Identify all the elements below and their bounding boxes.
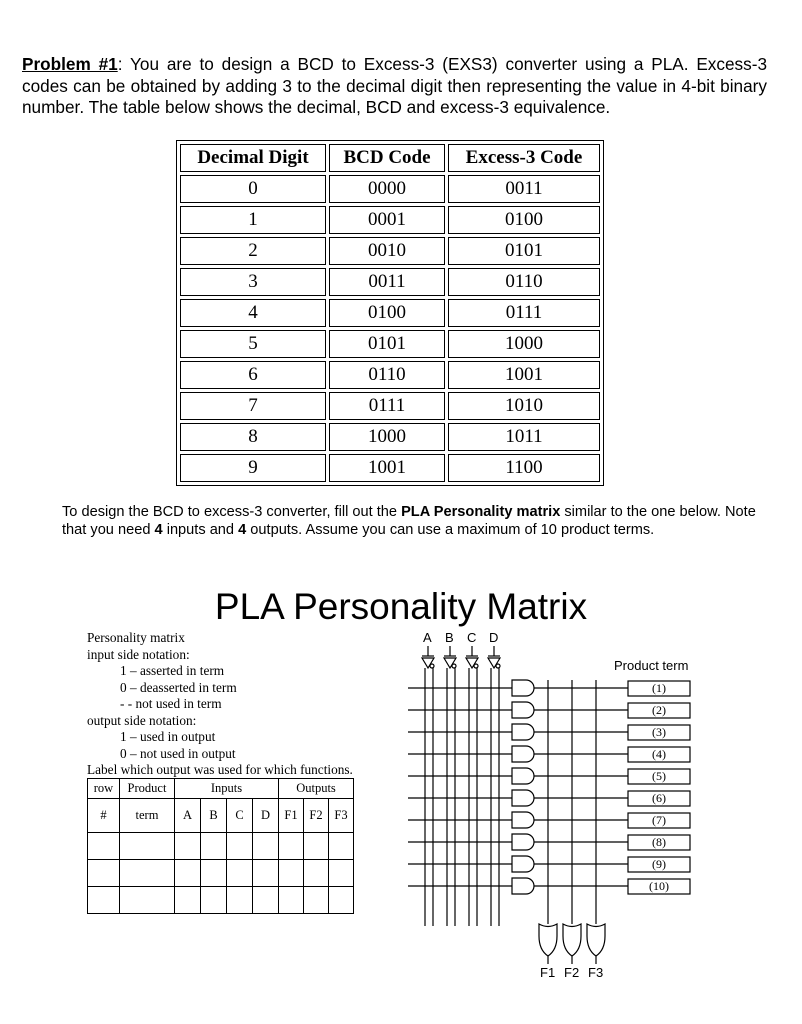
col-input-d: D [253, 799, 279, 833]
table-row [180, 423, 600, 451]
input-notation-heading: input side notation: [87, 646, 190, 662]
cell-decimal-digit: 4 [180, 299, 326, 327]
inverter-bubble-icon [474, 664, 478, 668]
pla-title: PLA Personality Matrix [214, 586, 588, 627]
and-gate-icon [512, 746, 534, 762]
cell-decimal-digit: 9 [180, 454, 326, 482]
problem-text: : You are to design a BCD to Excess-3 (EXS3) converter using a PLA. Excess-3 codes can be obtained by adding 3 to the decimal digit then representing the value in 4-bit binary number. The table below shows the decimal, BCD and excess-3 equivalence. [22, 54, 767, 117]
cell-excess3-code: 1000 [448, 330, 600, 358]
cell-decimal-digit: 6 [180, 361, 326, 389]
output-label: F1 [540, 965, 556, 980]
and-gate-icon [512, 724, 534, 740]
input-label: B [445, 630, 454, 645]
problem-statement [22, 54, 767, 119]
table-row [180, 361, 600, 389]
col-product: Product [120, 779, 175, 799]
problem-label: Problem #1 [22, 54, 118, 74]
input-notation-item: 1 – asserted in term [120, 663, 225, 678]
cell-decimal-digit: 2 [180, 237, 326, 265]
inverter-bubble-icon [452, 664, 456, 668]
cell-bcd-code: 1000 [329, 423, 445, 451]
design-text-4: outputs. Assume you can use a maximum of 10 product terms. [246, 521, 655, 538]
table-row [180, 330, 600, 358]
col-output-f2: F2 [304, 799, 329, 833]
cell-excess3-code: 0101 [448, 237, 600, 265]
input-notation-item: - - not used in term [120, 696, 222, 711]
design-bold-2: 4 [154, 521, 163, 538]
table-row [180, 299, 600, 327]
table-row [180, 392, 600, 420]
col-inputs: Inputs [175, 779, 279, 799]
cell-decimal-digit: 5 [180, 330, 326, 358]
and-gate-icon [512, 702, 534, 718]
table-row [180, 268, 600, 296]
product-term-label: Product term [614, 658, 689, 673]
output-label: F2 [564, 965, 580, 980]
design-text-1: To design the BCD to excess-3 converter, fill out the [62, 504, 402, 520]
col-input-b: B [201, 799, 227, 833]
table-header-row [180, 144, 600, 172]
design-text-2: similar to the one below. Note that you need [62, 504, 756, 538]
cell-decimal-digit: 1 [180, 206, 326, 234]
label-instruction: Label which output was used for which functions. [87, 762, 353, 777]
cell-bcd-code: 0100 [329, 299, 445, 327]
table-row [180, 454, 600, 482]
personality-matrix-table [87, 778, 354, 914]
output-notation-item: 1 – used in output [120, 729, 216, 744]
col-row: row [88, 779, 120, 799]
table-row [180, 175, 600, 203]
cell-bcd-code: 1001 [329, 454, 445, 482]
cell-bcd-code: 0000 [329, 175, 445, 203]
matrix-empty-row [88, 887, 354, 914]
bcd-excess3-table [176, 140, 604, 486]
header-excess3-code: Excess-3 Code [448, 144, 600, 172]
and-gate-icon [512, 856, 534, 872]
input-notation-item: 0 – deasserted in term [120, 679, 237, 695]
input-label: A [423, 630, 432, 645]
product-term-number: (6) [652, 791, 666, 805]
cell-excess3-code: 0011 [448, 175, 600, 203]
header-decimal-digit: Decimal Digit [180, 144, 326, 172]
cell-excess3-code: 1011 [448, 423, 600, 451]
and-gate-icon [512, 790, 534, 806]
cell-excess3-code: 1001 [448, 361, 600, 389]
matrix-header-row [88, 779, 354, 799]
col-hash: # [88, 799, 120, 833]
cell-excess3-code: 0100 [448, 206, 600, 234]
table-row [180, 237, 600, 265]
input-label: D [489, 630, 499, 645]
and-gate-icon [512, 878, 534, 894]
table-row [180, 206, 600, 234]
cell-decimal-digit: 8 [180, 423, 326, 451]
col-output-f1: F1 [279, 799, 304, 833]
product-term-number: (2) [652, 703, 666, 717]
product-term-number: (9) [652, 857, 666, 871]
and-gate-icon [512, 834, 534, 850]
inverter-bubble-icon [430, 664, 434, 668]
design-bold-3: 4 [238, 521, 247, 538]
and-gate-icon [512, 812, 534, 828]
cell-bcd-code: 0010 [329, 237, 445, 265]
notation-notes [87, 630, 353, 779]
output-label: F3 [588, 965, 604, 980]
cell-bcd-code: 0011 [329, 268, 445, 296]
product-term-number: (1) [652, 681, 666, 695]
notes-heading: Personality matrix [87, 630, 185, 645]
input-label: C [467, 630, 477, 645]
col-output-f3: F3 [329, 799, 354, 833]
output-notation-heading: output side notation: [87, 712, 197, 728]
product-term-number: (4) [652, 747, 666, 761]
or-gate-icon [587, 924, 605, 956]
output-notation-item: 0 – not used in output [120, 745, 236, 761]
cell-bcd-code: 0101 [329, 330, 445, 358]
header-bcd-code: BCD Code [329, 144, 445, 172]
cell-excess3-code: 0110 [448, 268, 600, 296]
cell-excess3-code: 0111 [448, 299, 600, 327]
and-gate-icon [512, 768, 534, 784]
design-instructions [62, 504, 762, 539]
cell-decimal-digit: 7 [180, 392, 326, 420]
col-outputs: Outputs [279, 779, 354, 799]
product-term-number: (8) [652, 835, 666, 849]
product-term-number: (7) [652, 813, 666, 827]
product-term-number: (10) [649, 879, 669, 893]
matrix-empty-row [88, 833, 354, 860]
or-gate-icon [563, 924, 581, 956]
inverter-bubble-icon [496, 664, 500, 668]
design-bold-1: PLA Personality matrix [401, 504, 561, 520]
cell-bcd-code: 0111 [329, 392, 445, 420]
col-input-a: A [175, 799, 201, 833]
pla-circuit-diagram [400, 628, 710, 984]
matrix-subheader-row [88, 799, 354, 833]
or-gate-icon [539, 924, 557, 956]
cell-excess3-code: 1100 [448, 454, 600, 482]
product-term-number: (3) [652, 725, 666, 739]
matrix-empty-row [88, 860, 354, 887]
product-term-number: (5) [652, 769, 666, 783]
design-text-3: inputs and [162, 521, 239, 538]
cell-bcd-code: 0001 [329, 206, 445, 234]
col-term: term [120, 799, 175, 833]
cell-decimal-digit: 0 [180, 175, 326, 203]
and-gate-icon [512, 680, 534, 696]
col-input-c: C [227, 799, 253, 833]
cell-decimal-digit: 3 [180, 268, 326, 296]
cell-excess3-code: 1010 [448, 392, 600, 420]
cell-bcd-code: 0110 [329, 361, 445, 389]
